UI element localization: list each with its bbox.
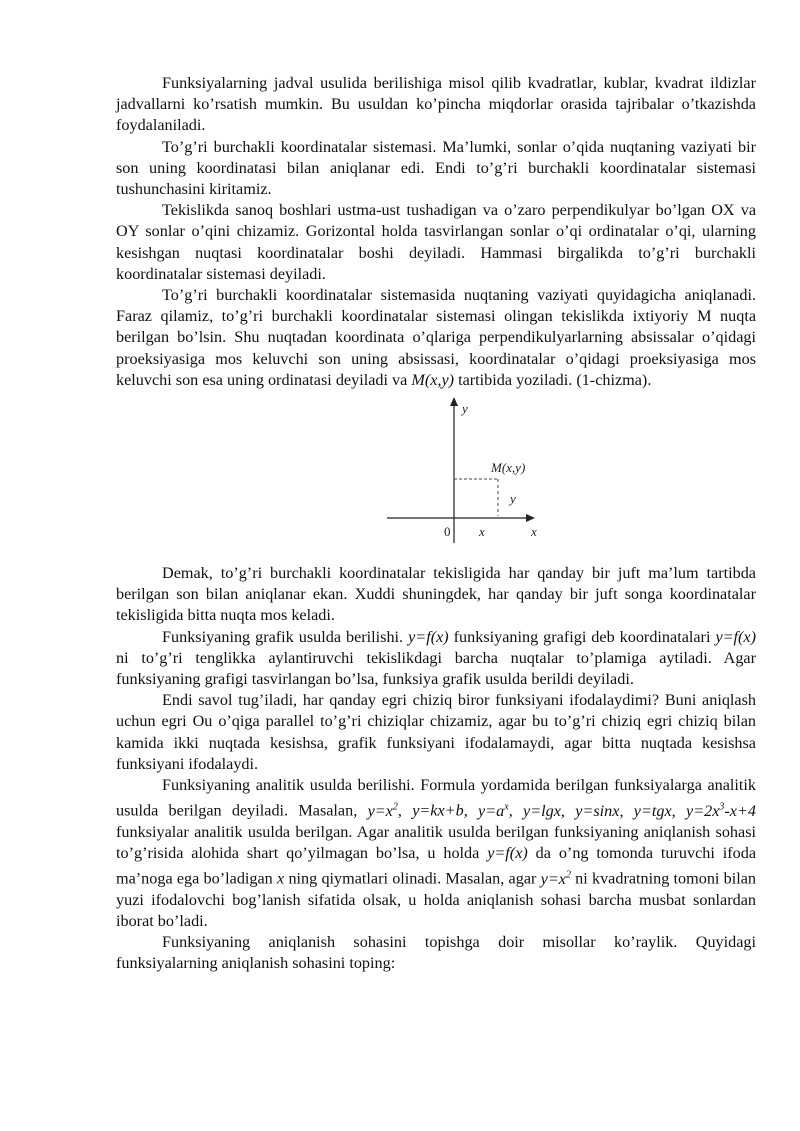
coordinate-diagram bbox=[381, 395, 541, 553]
coordinate-figure bbox=[116, 395, 756, 553]
formula-point: M(x,y) bbox=[411, 370, 455, 389]
paragraph-text: Funksiyaning analitik usulda berilishi. Formula yordamida berilgan funksiyalarga analitik usulda berilgan deyiladi. Masalan, bbox=[116, 776, 756, 820]
formula-exponent: 3 bbox=[719, 801, 725, 813]
paragraph-text: ning qiymatlari olinadi. Masalan, agar bbox=[288, 869, 537, 888]
paragraph-text: da o’ng tomonda turuvchi ifoda ma’noga ega bo’ladigan bbox=[116, 844, 757, 888]
formula-text: y=a bbox=[478, 801, 505, 820]
paragraph-point-position bbox=[116, 285, 756, 391]
paragraph-text: ni kvadratning tomoni bilan yuzi ifodalovchi bog’lanish sifatida olsak, u holda aniqlanish sohasi barcha musbat sonlardan iborat bo’ladi. bbox=[116, 869, 756, 931]
paragraph-text: Funksiyaning aniqlanish sohasini topishga doir misollar ko’raylik. Quyidagi funksiyalarning aniqlanish sohasini toping: bbox=[116, 933, 756, 973]
formula-exponent: 2 bbox=[565, 869, 571, 881]
paragraph-text: tartibida yoziladi. (1-chizma). bbox=[458, 370, 652, 389]
x-axis-label: x bbox=[531, 524, 537, 540]
paragraph-text: To’g’ri burchakli koordinatalar sistemasida nuqtaning vaziyati quyidagicha aniqlanadi. Faraz qilamiz, to’g’ri burchakli koordinatalar sistemasi olingan tekislikda ixtiyoriy M nuqta berilgan bo’lsin. Shu nuqtadan koordinata o’qlariga perpendikulyarlarning absissalar o’qidagi proeksiyasiga mos keluvchi son uning absissasi, koordinatalar o’qidagi proeksiyasiga mos keluvchi son esa uning ordinatasi deyiladi va bbox=[116, 286, 756, 389]
paragraph-curve-question bbox=[116, 690, 756, 775]
formula-exponential bbox=[478, 802, 509, 820]
point-label: M(x,y) bbox=[491, 460, 526, 476]
formula-linear: y=kx+b, bbox=[412, 801, 468, 820]
origin-label: 0 bbox=[444, 524, 451, 540]
y-projection-label: y bbox=[510, 491, 516, 507]
paragraph-text: Funksiyalarning jadval usulida berilishiga misol qilib kvadratlar, kublar, kvadrat ildizlar jadvallarni ko’rsatish mumkin. Bu usuldan ko’pincha miqdorlar orasida tajribalar o’tkazishda foydalaniladi. bbox=[116, 74, 756, 135]
formula-fx: y=f(x) bbox=[487, 844, 528, 863]
formula-x-squared bbox=[541, 870, 571, 888]
paragraph-axes bbox=[116, 200, 756, 285]
paragraph-text: Endi savol tug’iladi, har qanday egri chiziq biror funksiyani ifodalaydimi? Buni aniqlash uchun egri Ou o’qiga parallel to’g’ri chiziqlar chizamiz, agar bu to’g’ri chiziq egri chiziq bilan kamida ikki nuqtada kesishsa, grafik funksiyani ifodalamaydi, agar bitta nuqtada kesishsa funksiyani ifodalaydi. bbox=[116, 691, 756, 773]
formula-fx: y=f(x) bbox=[408, 627, 449, 646]
paragraph-rect-coords-intro bbox=[116, 137, 756, 201]
paragraph-analytic-method: Funksiyaning analitik usulda berilishi. Formula yordamida berilgan funksiyalarga analitik usulda berilgan deyiladi. Masalan, $y=x^2$, y=kx+b, $y=a^x$, y=lgx, y=sinx, y=tgx, $y=2x^3-x+4$ funksiyalar analitik usulda berilgan. Agar analitik usulda berilgan funksiyaning aniqlanish sohasi to’g’risida alohida shart qo’yilmagan bo’lsa, u holda y=f(x) da o’ng tomonda turuvchi ifoda ma’noga ega bo’ladigan x ning qiymatlari olinadi. Masalan, agar $y=x^2$ ni kvadratning tomoni bilan yuzi ifodalovchi bog’lanish sifatida olsak, u holda aniqlanish sohasi barcha musbat sonlardan iborat bo’ladi. bbox=[116, 776, 757, 931]
formula-text: -x+4 bbox=[724, 801, 757, 820]
y-axis-arrow-icon bbox=[450, 397, 458, 406]
paragraph-pairs bbox=[116, 563, 756, 627]
formula-list bbox=[523, 802, 756, 820]
formula-exponent: 2 bbox=[392, 801, 398, 813]
formula-x-squared bbox=[368, 802, 398, 820]
document-body bbox=[116, 73, 756, 975]
paragraph-text: ni to’g’ri tenglikka aylantiruvchi tekislikdagi barcha nuqtalar to’plamiga aytiladi. Agar funksiyaning grafigi tasvirlangan bo’lsa, funksiya grafik usulda berildi deyiladi. bbox=[116, 648, 756, 689]
formula-text: y=x bbox=[540, 869, 566, 888]
paragraph-text: funksiyalar analitik usulda berilgan. Agar analitik usulda berilgan funksiyaning aniqlanish sohasi to’g’risida alohida shart qo’yilmagan bo’lsa, u holda bbox=[116, 822, 756, 863]
paragraph-text: Funksiyaning grafik usulda berilishi. bbox=[162, 627, 404, 646]
paragraph-text: To’g’ri burchakli koordinatalar sistemasi. Ma’lumki, sonlar o’qida nuqtaning vaziyati bir son uning koordinatasi bilan aniqlanar edi. Endi to’g’ri burchakli koordinatalar sistemasi tushunchasini kiritamiz. bbox=[116, 137, 756, 199]
paragraph-domain-examples bbox=[116, 932, 756, 974]
formula-x: x bbox=[277, 869, 285, 888]
paragraph-graphic-method bbox=[116, 627, 756, 691]
y-axis-label: y bbox=[462, 401, 468, 417]
paragraph-text: Tekislikda sanoq boshlari ustma-ust tushadigan va o’zaro perpendikulyar bo’lgan OX va OY sonlar o’qini chizamiz. Gorizontal holda tasvirlangan sonlar o’qi ordinatalar o’qi, ularning kesishgan nuqtasi koordinatalar boshi deyiladi. Hammasi birgalikda to’g’ri burchakli koordinatalar sistemasi deyiladi. bbox=[116, 201, 756, 283]
paragraph-text: funksiyaning grafigi deb koordinatalari bbox=[453, 627, 711, 646]
formula-text: y=x bbox=[367, 801, 393, 820]
formula-text: y=lgx, y=sinx, y=tgx, y=2x bbox=[523, 801, 720, 820]
paragraph-text: Demak, to’g’ri burchakli koordinatalar tekisligida har qanday bir juft ma’lum tartibda berilgan son bilan aniqlanar ekan. Xuddi shuningdek, har qanday bir juft songa koordinatalar tekisligida bitta nuqta mos keladi. bbox=[116, 564, 756, 625]
formula-exponent: x bbox=[504, 801, 509, 813]
x-projection-label: x bbox=[479, 524, 485, 540]
paragraph-table-method bbox=[116, 73, 756, 137]
formula-fx: y=f(x) bbox=[715, 627, 757, 646]
x-axis-arrow-icon bbox=[526, 514, 535, 522]
